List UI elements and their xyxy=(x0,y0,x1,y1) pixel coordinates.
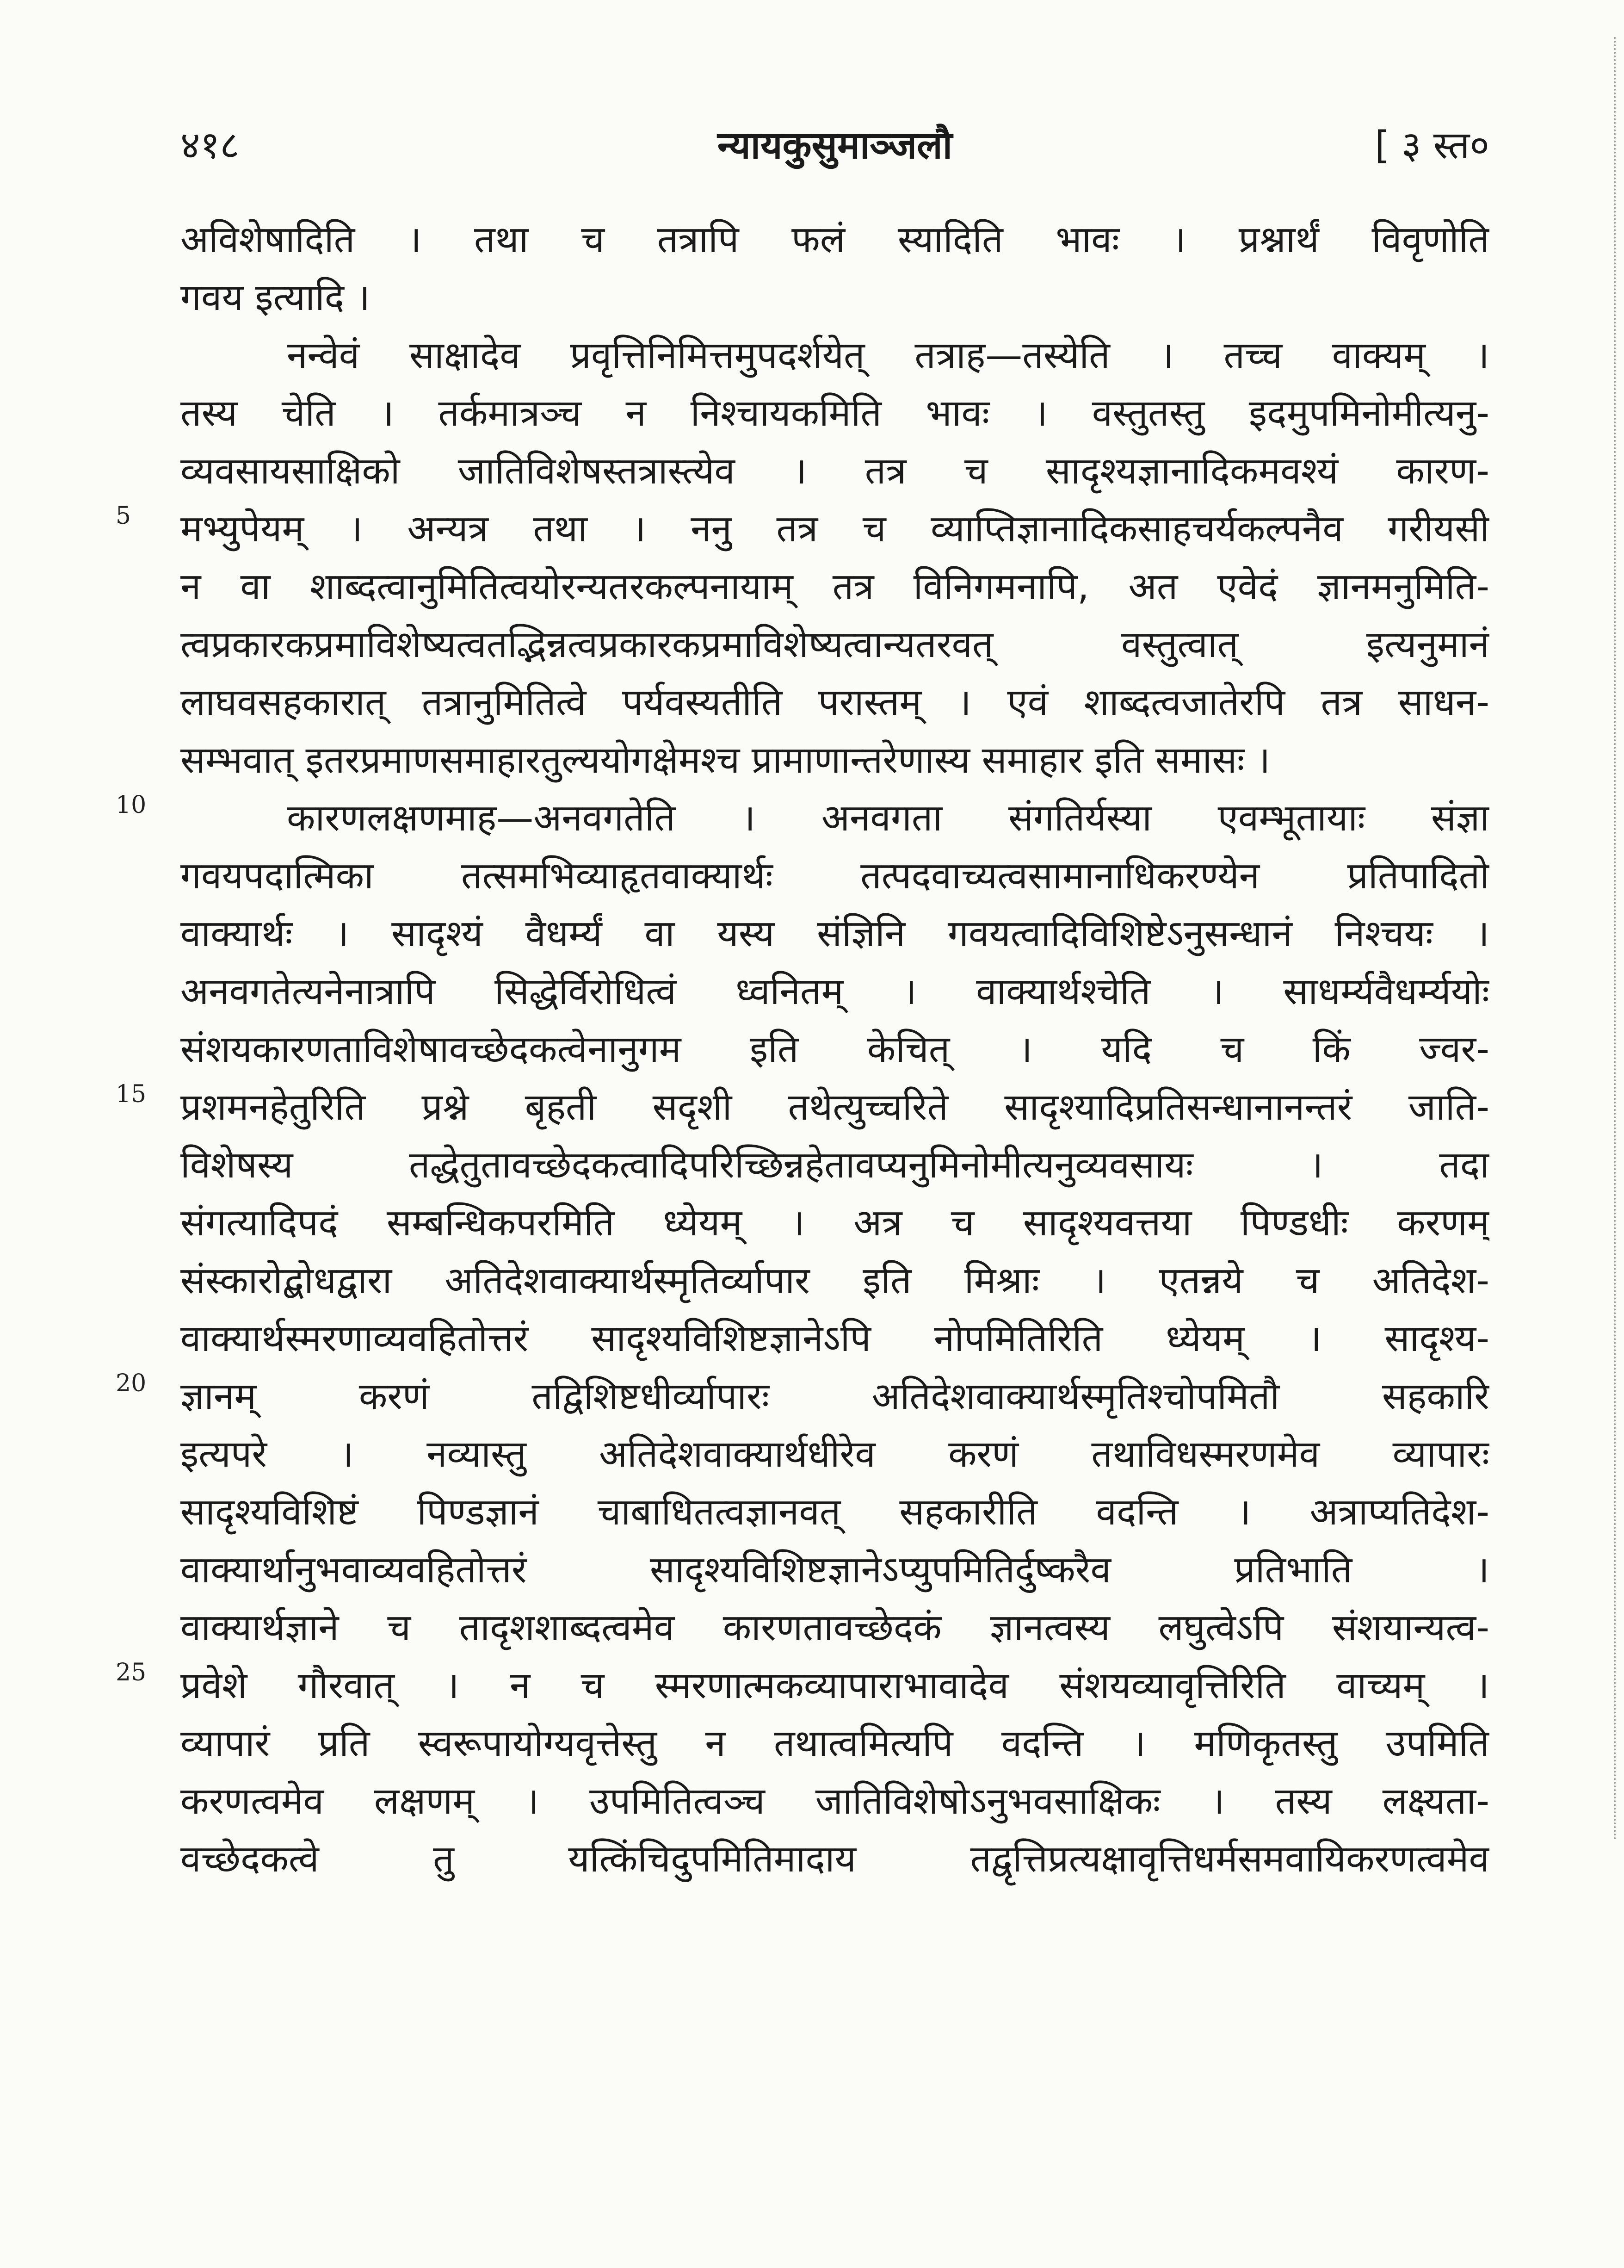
text-line: प्रशमनहेतुरिति प्रश्ने बृहती सदृशी तथेत्युच्चरिते सादृश्यादिप्रतिसन्धानानन्तरं जाति- xyxy=(180,1085,1489,1128)
text-line: अनवगतेत्यनेनात्रापि सिद्धेर्विरोधित्वं ध्वनितम् । वाक्यार्थश्चेति । साधर्म्यवैधर्म्ययोः xyxy=(180,970,1489,1013)
text-line: मभ्युपेयम् । अन्यत्र तथा । ननु तत्र च व्याप्तिज्ञानादिकसाहचर्यकल्पनैव गरीयसी xyxy=(180,507,1489,550)
text-line: संगत्यादिपदं सम्बन्धिकपरमिति ध्येयम् । अत्र च सादृश्यवत्तया पिण्डधीः करणम् xyxy=(180,1201,1489,1244)
text-line: वाक्यार्थः । सादृश्यं वैधर्म्यं वा यस्य संज्ञिनि गवयत्वादिविशिष्टेऽनुसन्धानं निश्चयः । xyxy=(180,912,1489,955)
text-line: अविशेषादिति । तथा च तत्रापि फलं स्यादिति भावः । प्रश्नार्थं विवृणोति xyxy=(180,218,1489,261)
running-title: न्यायकुसुमाञ्जलौ xyxy=(717,124,952,167)
text-line: संस्कारोद्बोधद्वारा अतिदेशवाक्यार्थस्मृतिर्व्यापार इति मिश्राः । एतन्नये च अतिदेश- xyxy=(180,1259,1489,1302)
text-line: वाक्यार्थानुभवाव्यवहितोत्तरं सादृश्यविशिष्टज्ञानेऽप्युपमितिर्दुष्करैव प्रतिभाति । xyxy=(180,1548,1489,1591)
text-line: तस्य चेति । तर्कमात्रञ्च न निश्चायकमिति भावः । वस्तुतस्तु इदमुपमिनोमीत्यनु- xyxy=(180,391,1489,434)
text-line: कारणलक्षणमाह—अनवगतेति । अनवगता संगतिर्यस्या एवम्भूतायाः संज्ञा xyxy=(287,796,1489,839)
text-line: सम्भवात् इतरप्रमाणसमाहारतुल्ययोगक्षेमश्च प्रामाणान्तरेणास्य समाहार इति समासः । xyxy=(180,738,1271,781)
line-number-20: 20 xyxy=(116,1369,147,1397)
text-line: लाघवसहकारात् तत्रानुमितित्वे पर्यवस्यतीति परास्तम् । एवं शाब्दत्वजातेरपि तत्र साधन- xyxy=(180,681,1489,724)
text-line: त्वप्रकारकप्रमाविशेष्यत्वतद्भिन्नत्वप्रकारकप्रमाविशेष्यत्वान्यतरवत् वस्तुत्वात् इत्यनुमानं xyxy=(180,623,1489,666)
text-line: ज्ञानम् करणं तद्विशिष्टधीर्व्यापारः अतिदेशवाक्यार्थस्मृतिश्चोपमितौ सहकारि xyxy=(180,1375,1489,1418)
text-line: प्रवेशे गौरवात् । न च स्मरणात्मकव्यापाराभावादेव संशयव्यावृत्तिरिति वाच्यम् । xyxy=(180,1664,1489,1707)
text-line: व्यापारं प्रति स्वरूपायोग्यवृत्तेस्तु न तथात्वमित्यपि वदन्ति । मणिकृतस्तु उपमिति xyxy=(180,1722,1489,1765)
text-line: नन्वेवं साक्षादेव प्रवृत्तिनिमित्तमुपदर्शयेत् तत्राह—तस्येति । तच्च वाक्यम् । xyxy=(287,334,1489,377)
line-number-10: 10 xyxy=(116,791,147,819)
text-line: इत्यपरे । नव्यास्तु अतिदेशवाक्यार्थधीरेव करणं तथाविधस्मरणमेव व्यापारः xyxy=(180,1432,1489,1475)
section-marker: [ ३ स्त० xyxy=(1374,124,1489,167)
text-line: गवयपदात्मिका तत्समभिव्याहृतवाक्यार्थः तत्पदवाच्यत्वसामानाधिकरण्येन प्रतिपादितो xyxy=(180,854,1489,897)
line-number-15: 15 xyxy=(116,1080,147,1108)
text-line: व्यवसायसाक्षिको जातिविशेषस्तत्रास्त्येव । तत्र च सादृश्यज्ञानादिकमवश्यं कारण- xyxy=(180,449,1489,492)
scan-edge-marks xyxy=(1607,37,1616,1841)
running-header xyxy=(180,118,1489,174)
line-number-25: 25 xyxy=(116,1659,147,1686)
text-line: वच्छेदकत्वे तु यत्किंचिदुपमितिमादाय तद्वृत्तिप्रत्यक्षावृत्तिधर्मसमवायिकरणत्वमेव xyxy=(180,1837,1489,1880)
text-line: विशेषस्य तद्धेतुतावच्छेदकत्वादिपरिच्छिन्नहेतावप्यनुमिनोमीत्यनुव्यवसायः । तदा xyxy=(180,1143,1489,1186)
text-line: गवय इत्यादि । xyxy=(180,276,370,319)
text-line: वाक्यार्थज्ञाने च तादृशशाब्दत्वमेव कारणतावच्छेदकं ज्ञानत्वस्य लघुत्वेऽपि संशयान्यत्व- xyxy=(180,1606,1489,1649)
text-line: वाक्यार्थस्मरणाव्यवहितोत्तरं सादृश्यविशिष्टज्ञानेऽपि नोपमितिरिति ध्येयम् । सादृश्य- xyxy=(180,1317,1489,1360)
text-line: संशयकारणताविशेषावच्छेदकत्वेनानुगम इति केचित् । यदि च किं ज्वर- xyxy=(180,1028,1489,1071)
line-number-5: 5 xyxy=(116,502,131,530)
page-number: ४१८ xyxy=(180,124,240,167)
commentary-text xyxy=(180,211,1489,1888)
text-line: सादृश्यविशिष्टं पिण्डज्ञानं चाबाधितत्वज्ञानवत् सहकारीति वदन्ति । अत्राप्यतिदेश- xyxy=(180,1490,1489,1533)
text-line: करणत्वमेव लक्षणम् । उपमितित्वञ्च जातिविशेषोऽनुभवसाक्षिकः । तस्य लक्ष्यता- xyxy=(180,1779,1489,1822)
text-line: न वा शाब्दत्वानुमितित्वयोरन्यतरकल्पनायाम् तत्र विनिगमनापि, अत एवेदं ज्ञानमनुमिति- xyxy=(180,565,1489,608)
